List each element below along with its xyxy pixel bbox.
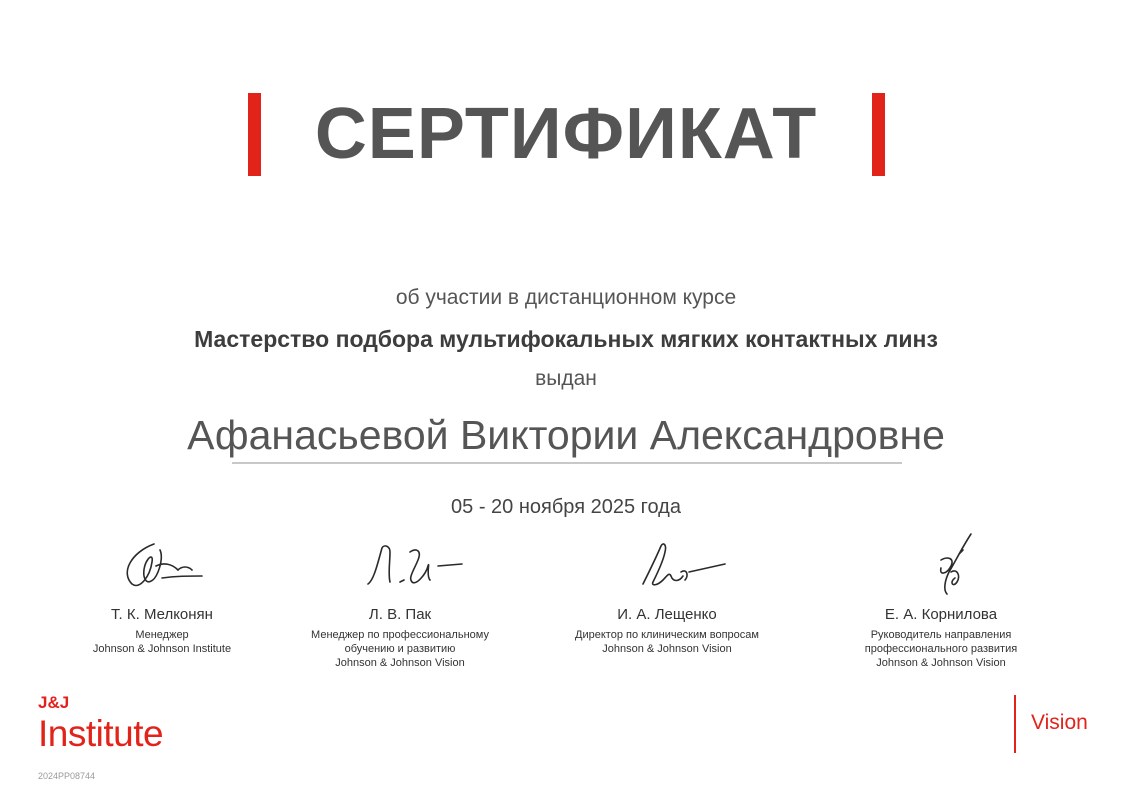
signer-2-role-line: Johnson & Johnson Vision	[335, 657, 465, 669]
course-name: Мастерство подбора мультифокальных мягких контактных линз	[194, 326, 938, 352]
signature-2-icon	[330, 532, 470, 600]
logo-jj-text: J&J	[38, 693, 70, 712]
title-right-bar	[872, 93, 885, 176]
recipient-name: Афанасьевой Виктории Александровне	[187, 412, 945, 458]
signer-4-role-line: Johnson & Johnson Vision	[876, 657, 1006, 669]
signer-2	[270, 532, 530, 670]
document-code: 2024PP08744	[38, 771, 96, 781]
signer-3-role-line: Директор по клиническим вопросам	[575, 629, 759, 641]
signer-4-role-line: профессионального развития	[864, 643, 1018, 655]
title-block	[0, 88, 1132, 180]
signer-1-role-line: Johnson & Johnson Institute	[92, 643, 232, 655]
signer-3-role	[537, 628, 797, 656]
certificate-title: СЕРТИФИКАТ	[314, 94, 818, 174]
signer-2-role-line: Менеджер по профессиональному	[311, 629, 489, 641]
signer-4-role-line: Руководитель направления	[870, 629, 1012, 641]
vision-logo-bar	[1014, 695, 1016, 753]
recipient-underline	[232, 462, 902, 464]
signature-3-icon	[597, 532, 737, 600]
signer-1	[32, 532, 292, 656]
signer-2-role-line: обучению и развитию	[344, 643, 456, 655]
issued-text: выдан	[535, 367, 597, 390]
signer-4-name: Е. А. Корнилова	[884, 606, 998, 623]
signer-1-role-line: Менеджер	[135, 629, 189, 641]
course-dates: 05 - 20 ноября 2025 года	[451, 496, 681, 518]
signer-2-name: Л. В. Пак	[368, 606, 432, 623]
signer-3-role-line: Johnson & Johnson Vision	[602, 643, 732, 655]
jj-institute-logo	[38, 694, 163, 754]
vision-logo-text: Vision	[1031, 711, 1088, 734]
logo-institute-text: Institute	[38, 713, 164, 754]
signature-4-icon	[871, 532, 1011, 600]
signer-3-name: И. А. Лещенко	[617, 606, 717, 623]
signer-2-role	[270, 628, 530, 670]
signature-1-icon	[92, 532, 232, 600]
signer-3	[537, 532, 797, 656]
signer-1-name: Т. К. Мелконян	[111, 606, 213, 623]
signer-1-role	[32, 628, 292, 656]
signer-4-role	[811, 628, 1071, 670]
signer-4	[811, 532, 1071, 670]
intro-text: об участии в дистанционном курсе	[395, 286, 737, 309]
